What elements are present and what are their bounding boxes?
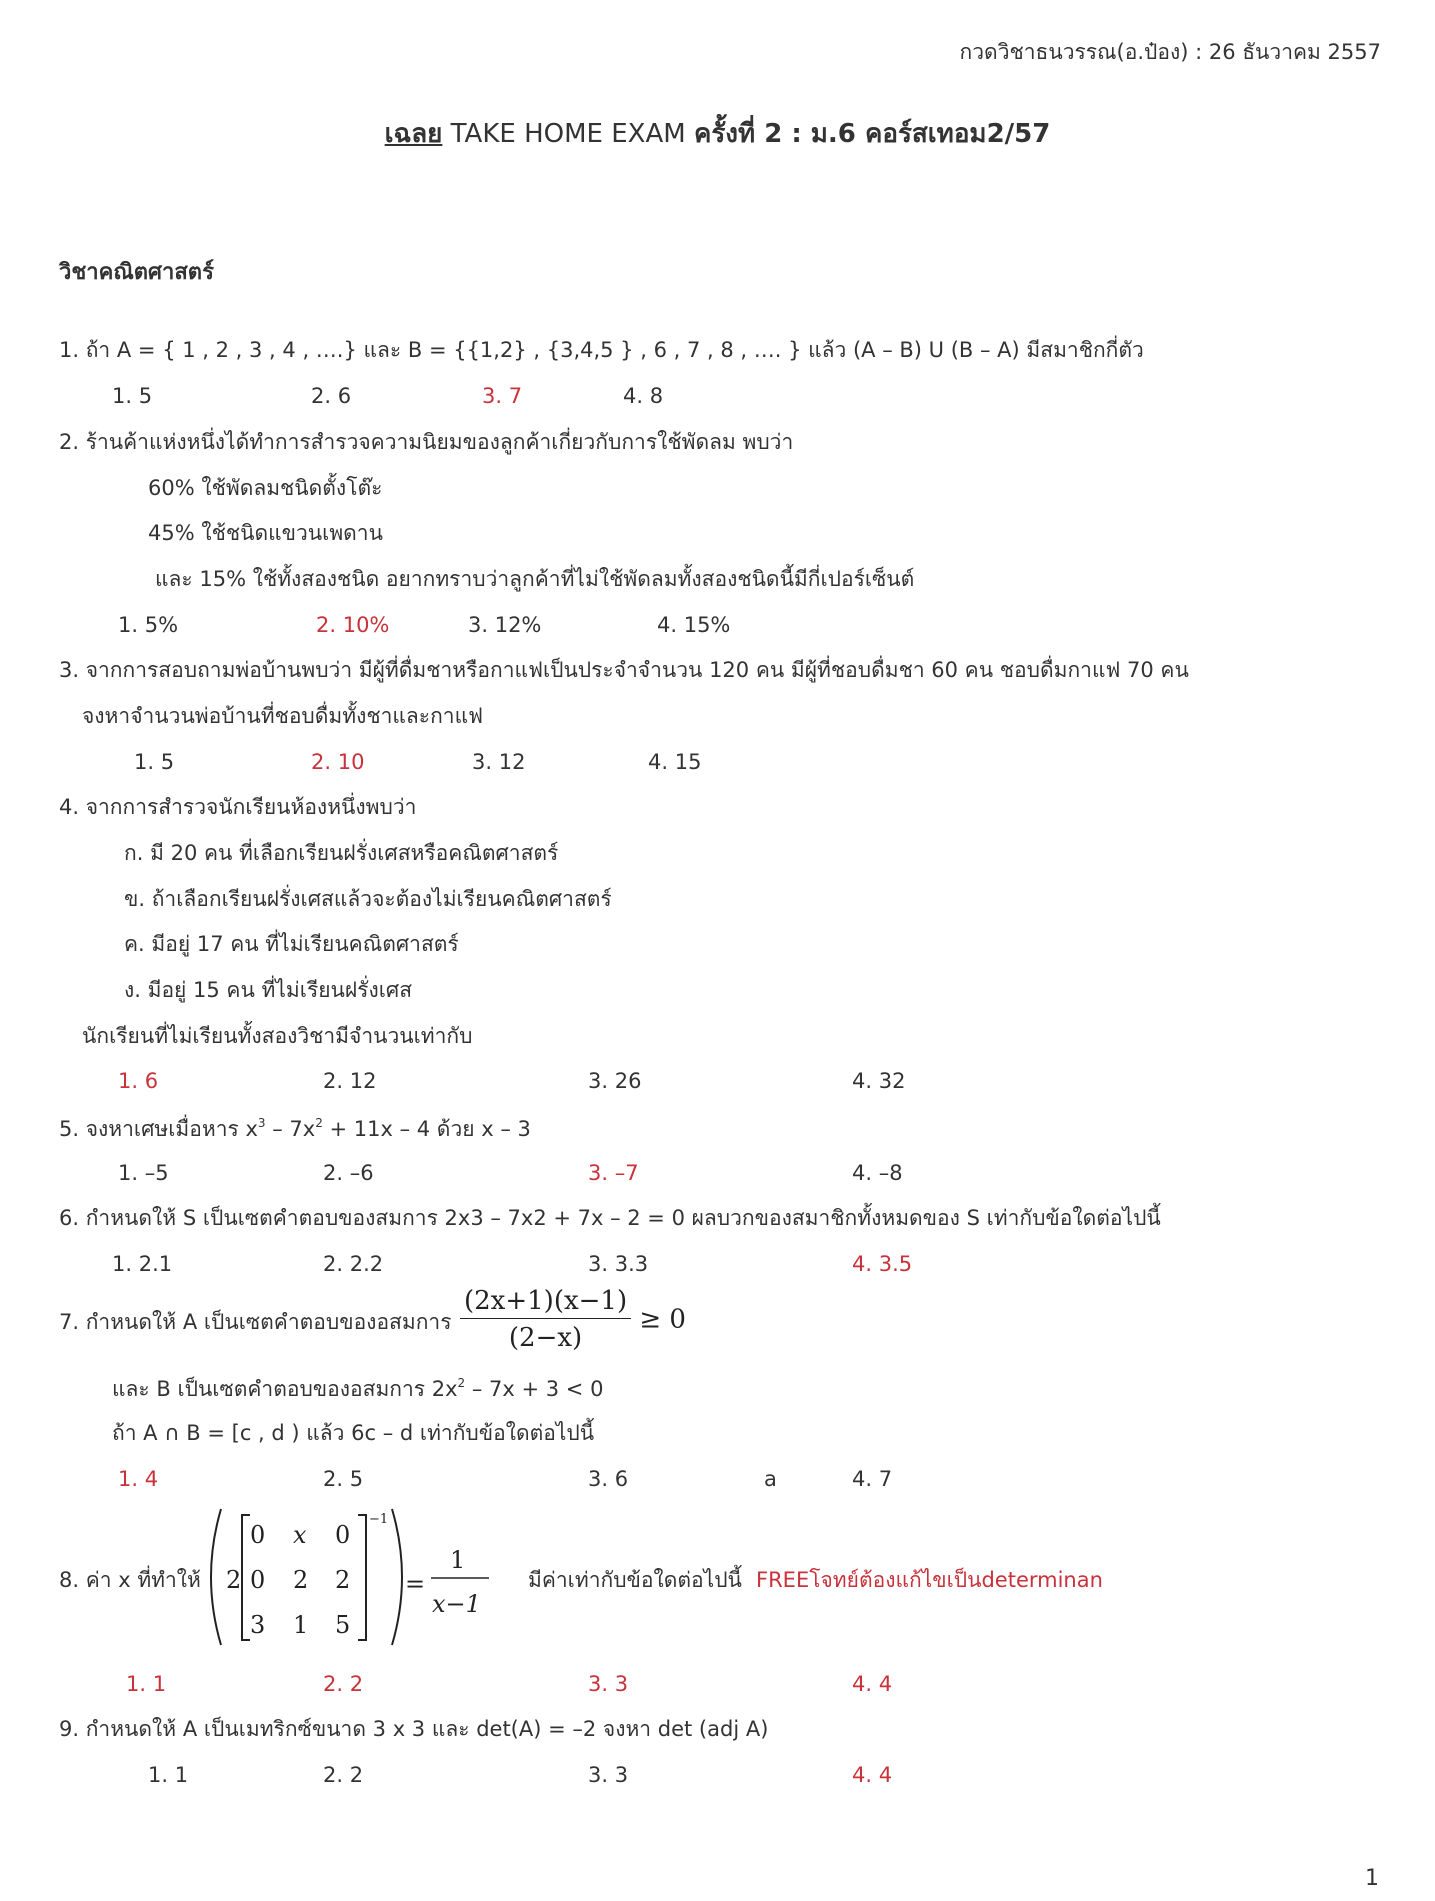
q7-choice-3: 3. 6 [588,1467,629,1491]
q7-choice-4: 4. 7 [852,1467,893,1491]
question-6: 6. กำหนดให้ S เป็นเซตคำตอบของสมการ 2x3 – 7x2 + 7x – 2 = 0 ผลบวกของสมาชิกทั้งหมดของ S เท่ากับข้อใดต่อไปนี้ [59,1206,1161,1230]
matrix-cell: 2 [293,1566,309,1594]
q5-choice-2: 2. –6 [323,1161,374,1185]
q5-text-end: + 11x – 4 ด้วย x – 3 [322,1117,531,1141]
q4-choice-1-answer: 1. 6 [118,1069,159,1093]
q4-question: นักเรียนที่ไม่เรียนทั้งสองวิชามีจำนวนเท่ากับ [82,1024,473,1048]
q4-item-1: ก. มี 20 คน ที่เลือกเรียนฝรั่งเศสหรือคณิตศาสตร์ [124,841,559,865]
q2-choice-2-answer: 2. 10% [316,613,390,637]
q1-choice-3-answer: 3. 7 [482,384,523,408]
question-7: 7. กำหนดให้ A เป็นเซตคำตอบของอสมการ [59,1310,452,1334]
title-exam: TAKE HOME EXAM [442,119,694,149]
q8-matrix-expression [205,1505,505,1655]
q9-choice-2: 2. 2 [323,1763,364,1787]
q2-choice-3: 3. 12% [468,613,542,637]
question-1: 1. ถ้า A = { 1 , 2 , 3 , 4 , ….} และ B = {{1,2} , {3,4,5 } , 6 , 7 , 8 , …. } แล้ว (A – B) U (B – A) มีสมาชิกกี่ตัว [59,338,1144,362]
q5-exponent-1: 3 [257,1116,266,1130]
q1-choice-1: 1. 5 [112,384,153,408]
q4-item-3: ค. มีอยู่ 17 คน ที่ไม่เรียนคณิตศาสตร์ [124,932,459,956]
q8-teacher-note: FREEโจทย์ต้องแก้ไขเป็นdeterminan [756,1568,1103,1592]
q9-choice-1: 1. 1 [148,1763,189,1787]
question-9: 9. กำหนดให้ A เป็นเมทริกซ์ขนาด 3 x 3 และ det(A) = –2 จงหา det (adj A) [59,1717,769,1741]
q6-choice-4-answer: 4. 3.5 [852,1252,913,1276]
q8-fraction-denominator: x−1 [432,1590,481,1618]
q7-line-2-end: – 7x + 3 < 0 [465,1377,604,1401]
title-answer-key: เฉลย [384,119,443,149]
matrix-cell: x [293,1521,307,1549]
page-title [0,121,1435,147]
q8-choice-3: 3. 3 [588,1672,629,1696]
q8-choice-4: 4. 4 [852,1672,893,1696]
q3-choice-3: 3. 12 [472,750,526,774]
q4-choice-4: 4. 32 [852,1069,906,1093]
q7-stray-mark: a [764,1467,777,1491]
q2-line-1: 60% ใช้พัดลมชนิดตั้งโต๊ะ [148,476,383,500]
page-number: 1 [1365,1866,1379,1891]
q7-relation: ≥ 0 [639,1304,686,1335]
page-header: กวดวิชาธนวรรณ(อ.ป๋อง) : 26 ธันวาคม 2557 [959,40,1381,64]
q8-inverse-exponent: −1 [369,1512,389,1527]
matrix-cell: 0 [335,1521,351,1549]
question-3: 3. จากการสอบถามพ่อบ้านพบว่า มีผู้ที่ดื่มชาหรือกาแฟเป็นประจำจำนวน 120 คน มีผู้ที่ชอบดื่มชา 60 คน ชอบดื่มกาแฟ 70 คน [59,658,1189,682]
q8-equals: = [405,1570,426,1598]
q3-line-2: จงหาจำนวนพ่อบ้านที่ชอบดื่มทั้งชาและกาแฟ [82,704,483,728]
q7-inequality [460,1288,686,1351]
q7-line-2-exponent: 2 [457,1376,466,1390]
matrix-cell: 0 [250,1521,266,1549]
right-bracket-icon [358,1515,366,1640]
q5-choice-3-answer: 3. –7 [588,1161,639,1185]
q9-choice-4-answer: 4. 4 [852,1763,893,1787]
q8-scalar: 2 [226,1566,242,1594]
matrix-cell: 0 [250,1566,266,1594]
q3-choice-1: 1. 5 [134,750,175,774]
q2-line-3: และ 15% ใช้ทั้งสองชนิด อยากทราบว่าลูกค้าที่ไม่ใช้พัดลมทั้งสองชนิดนี้มีกี่เปอร์เซ็นต์ [155,567,915,591]
matrix-cell: 5 [335,1611,351,1639]
q7-line-3: ถ้า A ∩ B = [c , d ) แล้ว 6c – d เท่ากับข้อใดต่อไปนี้ [112,1421,595,1445]
left-bracket-icon [242,1515,250,1640]
q5-choice-1: 1. –5 [118,1161,169,1185]
q7-denominator: (2−x) [508,1323,583,1353]
q7-numerator: (2x+1)(x−1) [460,1288,631,1319]
matrix-cell: 2 [335,1566,351,1594]
q4-choice-3: 3. 26 [588,1069,642,1093]
question-8: 8. ค่า x ที่ทำให้ [59,1568,201,1592]
q5-exponent-2: 2 [315,1116,323,1130]
q5-choice-4: 4. –8 [852,1161,903,1185]
question-2: 2. ร้านค้าแห่งหนึ่งได้ทำการสำรวจความนิยมของลูกค้าเกี่ยวกับการใช้พัดลม พบว่า [59,430,794,454]
q6-choice-2: 2. 2.2 [323,1252,384,1276]
q7-line-2-text: และ B เป็นเซตคำตอบของอสมการ 2x [112,1377,458,1401]
left-paren-icon [211,1509,221,1645]
q8-fraction-numerator: 1 [450,1546,466,1574]
title-course: ครั้งที่ 2 : ม.6 คอร์สเทอม2/57 [693,119,1051,149]
q7-line-2 [112,1377,603,1400]
q8-choice-1: 1. 1 [126,1672,167,1696]
matrix-cell: 3 [250,1611,266,1639]
q4-item-2: ข. ถ้าเลือกเรียนฝรั่งเศสแล้วจะต้องไม่เรียนคณิตศาสตร์ [124,887,612,911]
q2-choice-1: 1. 5% [118,613,179,637]
q1-choice-2: 2. 6 [311,384,352,408]
q2-line-2: 45% ใช้ชนิดแขวนเพดาน [148,521,383,545]
question-4: 4. จากการสำรวจนักเรียนห้องหนึ่งพบว่า [59,795,417,819]
q8-choice-2: 2. 2 [323,1672,364,1696]
q4-item-4: ง. มีอยู่ 15 คน ที่ไม่เรียนฝรั่งเศส [124,978,413,1002]
q3-choice-2-answer: 2. 10 [311,750,365,774]
matrix-cell: 1 [293,1611,309,1639]
q6-choice-3: 3. 3.3 [588,1252,649,1276]
q6-choice-1: 1. 2.1 [112,1252,173,1276]
subject-heading: วิชาคณิตศาสตร์ [59,260,214,285]
q1-choice-4: 4. 8 [623,384,664,408]
q7-choice-1-answer: 1. 4 [118,1467,159,1491]
q8-tail: มีค่าเท่ากับข้อใดต่อไปนี้ [528,1568,742,1592]
q7-fraction [460,1288,631,1351]
q3-choice-4: 4. 15 [648,750,702,774]
right-paren-icon [392,1509,402,1645]
q4-choice-2: 2. 12 [323,1069,377,1093]
q2-choice-4: 4. 15% [657,613,731,637]
q5-text-mid: – 7x [265,1117,316,1141]
question-5 [59,1117,531,1140]
q5-text: 5. จงหาเศษเมื่อหาร x [59,1117,258,1141]
q7-choice-2: 2. 5 [323,1467,364,1491]
q9-choice-3: 3. 3 [588,1763,629,1787]
